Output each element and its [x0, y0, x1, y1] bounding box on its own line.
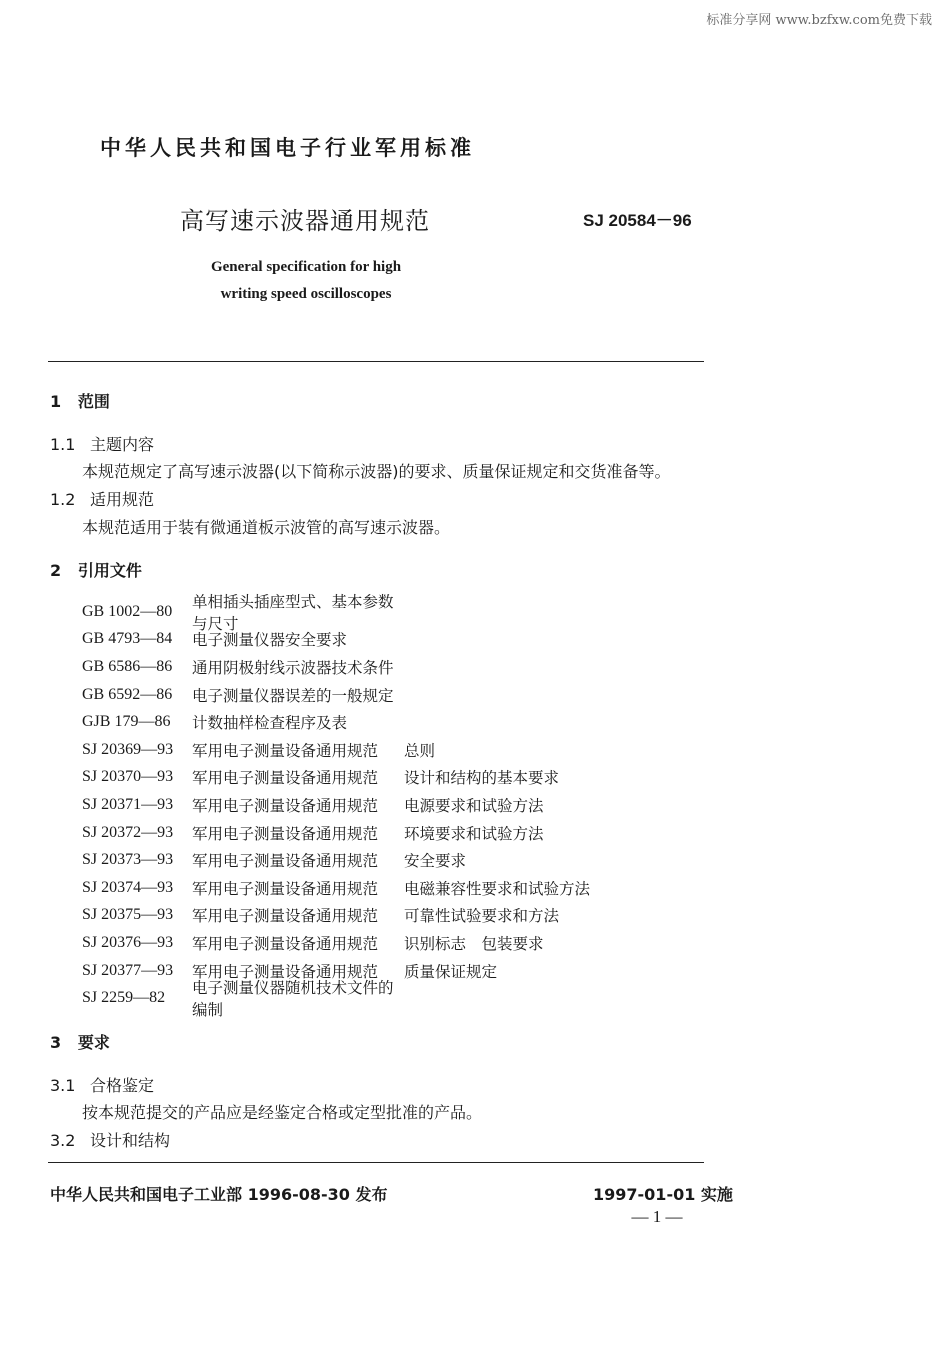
- section-3-heading: [50, 1030, 110, 1053]
- reference-item: [82, 736, 590, 764]
- reference-title: 电子测量仪器随机技术文件的编制: [192, 979, 394, 1020]
- reference-code: GB 1002—80: [82, 602, 173, 620]
- reference-item: [82, 592, 590, 633]
- effective-date: 1997-01-01 实施: [593, 1185, 733, 1204]
- reference-code: SJ 20376—93: [82, 933, 174, 951]
- reference-item: [82, 764, 590, 792]
- section-2-heading: [50, 558, 142, 581]
- english-title-line-2: writing speed oscilloscopes: [220, 286, 392, 302]
- reference-subtitle: 电源要求和试验方法: [404, 796, 544, 815]
- section-number: 2: [50, 561, 62, 580]
- section-1-heading: [50, 389, 110, 412]
- reference-subtitle: 环境要求和试验方法: [404, 824, 544, 843]
- reference-subtitle: 总则: [404, 741, 436, 760]
- reference-title: 电子测量仪器误差的一般规定: [192, 686, 394, 705]
- reference-title: 电子测量仪器安全要求: [192, 631, 348, 650]
- reference-item: [82, 902, 590, 930]
- section-number: 1: [50, 392, 62, 411]
- subsection-1-2-heading: [50, 487, 154, 510]
- reference-subtitle: 设计和结构的基本要求: [404, 769, 560, 788]
- subsection-1-1-text: 本规范规定了高写速示波器(以下简称示波器)的要求、质量保证规定和交货准备等。: [82, 462, 671, 481]
- footer-divider: [48, 1162, 704, 1163]
- subsection-title: 主题内容: [90, 435, 155, 454]
- subsection-1-2-text: 本规范适用于装有微通道板示波管的高写速示波器。: [82, 518, 451, 537]
- subsection-title: 适用规范: [90, 490, 155, 509]
- reference-code: SJ 20371—93: [82, 795, 174, 813]
- reference-title: 军用电子测量设备通用规范: [192, 962, 379, 981]
- subsection-3-2-heading: [50, 1128, 170, 1151]
- reference-title: 军用电子测量设备通用规范: [192, 769, 379, 788]
- subsection-title: 设计和结构: [90, 1131, 171, 1150]
- header-divider: [48, 361, 704, 362]
- reference-code: SJ 20375—93: [82, 906, 174, 924]
- subsection-1-1-heading: [50, 432, 154, 455]
- reference-code: GJB 179—86: [82, 713, 171, 731]
- reference-title: 军用电子测量设备通用规范: [192, 741, 379, 760]
- section-title: 引用文件: [77, 561, 142, 580]
- reference-title: 军用电子测量设备通用规范: [192, 907, 379, 926]
- reference-code: SJ 20373—93: [82, 851, 174, 869]
- reference-subtitle: 识别标志 包装要求: [404, 934, 544, 953]
- subsection-number: 3.1: [50, 1076, 76, 1095]
- reference-title: 通用阴极射线示波器技术条件: [192, 658, 394, 677]
- reference-code: SJ 20372—93: [82, 823, 174, 841]
- reference-item: [82, 791, 590, 819]
- subsection-3-1-heading: [50, 1073, 154, 1096]
- reference-code: GB 4793—84: [82, 630, 173, 648]
- reference-title: 军用电子测量设备通用规范: [192, 934, 379, 953]
- reference-title: 军用电子测量设备通用规范: [192, 852, 379, 871]
- issue-date: 中华人民共和国电子工业部 1996-08-30 发布: [50, 1185, 388, 1204]
- reference-item: [82, 874, 590, 902]
- document-title: 高写速示波器通用规范: [180, 207, 430, 235]
- section-title: 范围: [77, 392, 110, 411]
- reference-title: 单相插头插座型式、基本参数与尺寸: [192, 592, 394, 633]
- reference-title: 军用电子测量设备通用规范: [192, 824, 379, 843]
- subsection-title: 合格鉴定: [90, 1076, 155, 1095]
- reference-list: [82, 592, 591, 1020]
- reference-code: SJ 20377—93: [82, 961, 174, 979]
- issuing-body-title: 中华人民共和国电子行业军用标准: [100, 136, 475, 160]
- reference-code: SJ 20374—93: [82, 878, 174, 896]
- reference-item: [82, 681, 590, 709]
- reference-item: [82, 653, 590, 681]
- reference-item: [82, 708, 590, 736]
- reference-title: 军用电子测量设备通用规范: [192, 796, 379, 815]
- reference-title: 计数抽样检查程序及表: [192, 714, 348, 733]
- reference-subtitle: 可靠性试验要求和方法: [404, 907, 560, 926]
- reference-item: [82, 626, 590, 654]
- section-number: 3: [50, 1033, 62, 1052]
- section-title: 要求: [77, 1033, 110, 1052]
- subsection-number: 1.2: [50, 490, 76, 509]
- english-title-line-1: General specification for high: [210, 259, 402, 275]
- reference-subtitle: 电磁兼容性要求和试验方法: [404, 879, 591, 898]
- reference-title: 军用电子测量设备通用规范: [192, 879, 379, 898]
- reference-code: SJ 20370—93: [82, 768, 174, 786]
- reference-code: GB 6592—86: [82, 685, 173, 703]
- subsection-3-1-text: 按本规范提交的产品应是经鉴定合格或定型批准的产品。: [82, 1103, 483, 1122]
- subsection-number: 3.2: [50, 1131, 76, 1150]
- reference-code: GB 6586—86: [82, 657, 173, 675]
- reference-item: [82, 929, 590, 957]
- reference-item: [82, 819, 590, 847]
- reference-item: [82, 979, 590, 1020]
- standard-code: SJ 20584－96: [583, 211, 692, 230]
- reference-subtitle: 质量保证规定: [404, 962, 498, 981]
- reference-item: [82, 846, 590, 874]
- reference-subtitle: 安全要求: [404, 852, 467, 871]
- watermark-text: 标准分享网 www.bzfxw.com免费下载: [706, 13, 932, 28]
- page-number: — 1 —: [631, 1207, 683, 1226]
- reference-code: SJ 20369—93: [82, 740, 174, 758]
- subsection-number: 1.1: [50, 435, 76, 454]
- reference-code: SJ 2259—82: [82, 989, 166, 1007]
